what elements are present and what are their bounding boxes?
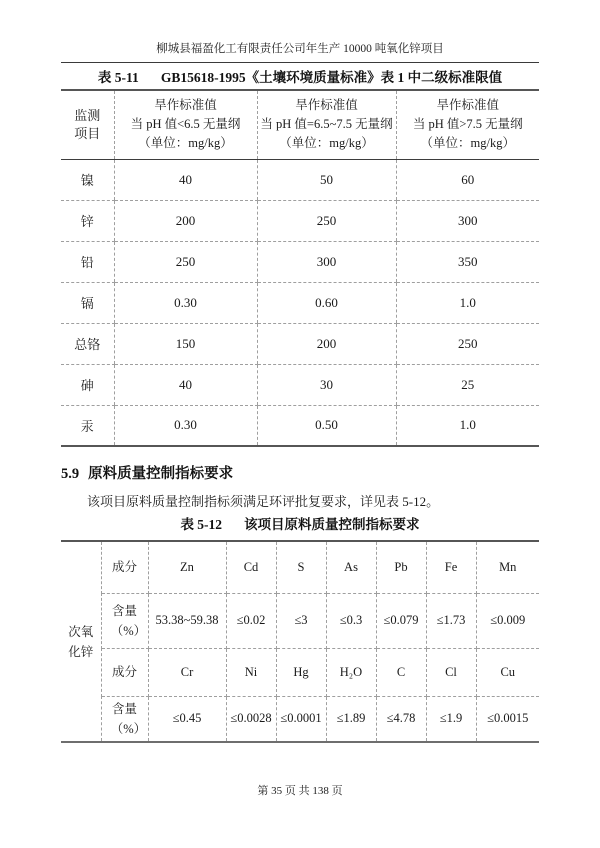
page-header-title: 柳城县福盈化工有限责任公司年生产 10000 吨氧化锌项目: [156, 43, 444, 55]
table-cell: Ni: [226, 648, 276, 696]
table-5-12: [61, 540, 539, 743]
table-row-chromium: [61, 323, 539, 364]
table-cell: 250: [396, 323, 539, 364]
row-label: 铅: [61, 241, 114, 282]
table-cell: Zn: [148, 541, 226, 593]
table-cell: 0.50: [257, 405, 396, 446]
page-number: 第 35 页 共 138 页: [257, 785, 343, 797]
table-5-12-caption: [61, 514, 539, 536]
row-label: 锌: [61, 200, 114, 241]
table-row-components-2: [61, 648, 539, 696]
table-5-11-caption-label: 表 5-11: [97, 70, 139, 85]
table-row-arsenic: [61, 364, 539, 405]
table-row-content-2: [61, 696, 539, 742]
section-heading: [61, 462, 233, 483]
table-cell: ≤0.009: [476, 593, 539, 648]
table-cell: 50: [257, 159, 396, 200]
table-cell: Hg: [276, 648, 326, 696]
table-cell: ≤0.0001: [276, 696, 326, 742]
table-cell: Mn: [476, 541, 539, 593]
table-cell: 1.0: [396, 282, 539, 323]
table-cell: ≤4.78: [376, 696, 426, 742]
table-cell: 0.30: [114, 405, 257, 446]
table-cell: 0.30: [114, 282, 257, 323]
table-cell: ≤0.0015: [476, 696, 539, 742]
table-cell: ≤1.89: [326, 696, 376, 742]
row-label: 成分: [101, 541, 148, 593]
table-row-nickel: [61, 159, 539, 200]
row-label: 镍: [61, 159, 114, 200]
table-cell: 250: [114, 241, 257, 282]
table-cell: C: [376, 648, 426, 696]
table-cell: 350: [396, 241, 539, 282]
table-cell: 40: [114, 159, 257, 200]
table-row-components-1: [61, 541, 539, 593]
table-cell: 300: [396, 200, 539, 241]
row-label: 含量（%）: [101, 593, 148, 648]
table-5-11: [61, 89, 539, 447]
table-cell: ≤3: [276, 593, 326, 648]
table-cell: 150: [114, 323, 257, 364]
table-cell: ≤0.45: [148, 696, 226, 742]
table-cell: Cl: [426, 648, 476, 696]
table-cell: Pb: [376, 541, 426, 593]
table-cell: 30: [257, 364, 396, 405]
table-cell: 200: [257, 323, 396, 364]
table-cell: 40: [114, 364, 257, 405]
row-label: 汞: [80, 418, 94, 434]
table-cell: 53.38~59.38: [148, 593, 226, 648]
table-5-11-header-row: [61, 90, 539, 159]
table-cell: ≤0.3: [326, 593, 376, 648]
table-cell: S: [276, 541, 326, 593]
table-row-mercury: [61, 405, 539, 446]
table-5-11-caption: [61, 67, 539, 89]
table-cell: Cd: [226, 541, 276, 593]
page-header: [61, 38, 539, 63]
table-cell: Fe: [426, 541, 476, 593]
table-cell: 200: [114, 200, 257, 241]
table-cell: Cr: [148, 648, 226, 696]
column-header-item: 监测项目: [61, 90, 114, 159]
table-cell: ≤0.0028: [226, 696, 276, 742]
table-row-lead: [61, 241, 539, 282]
table-cell: ≤0.02: [226, 593, 276, 648]
table-cell: ≤0.079: [376, 593, 426, 648]
table-cell: Cu: [476, 648, 539, 696]
table-5-11-caption-title: GB15618-1995《土壤环境质量标准》表 1 中二级标准限值: [160, 70, 503, 85]
row-label: 成分: [101, 648, 148, 696]
table-cell: ≤1.9: [426, 696, 476, 742]
group-label-secondary-zinc-oxide: 次氧化锌: [61, 541, 101, 742]
table-cell: 60: [396, 159, 539, 200]
table-cell: 1.0: [396, 405, 539, 446]
table-row-cadmium: [61, 282, 539, 323]
table-cell: 0.60: [257, 282, 396, 323]
column-header-ph-mid: 旱作标准值 当 pH 值=6.5~7.5 无量纲 （单位：mg/kg）: [257, 90, 396, 159]
table-cell: 25: [396, 364, 539, 405]
section-paragraph: 该项目原料质量控制指标须满足环评批复要求，详见表 5-12。: [87, 494, 440, 509]
table-5-12-caption-title: 该项目原料质量控制指标要求: [244, 517, 420, 532]
row-label: 含量（%）: [101, 696, 148, 742]
table-cell: 250: [257, 200, 396, 241]
table-row-zinc: [61, 200, 539, 241]
column-header-ph-high: 旱作标准值 当 pH 值>7.5 无量纲 （单位：mg/kg）: [396, 90, 539, 159]
section-number: 5.9: [61, 466, 80, 482]
table-cell: 300: [257, 241, 396, 282]
row-label: 镉: [61, 282, 114, 323]
column-header-ph-low: 旱作标准值 当 pH 值<6.5 无量纲 （单位：mg/kg）: [114, 90, 257, 159]
section-title: 原料质量控制指标要求: [88, 466, 234, 482]
row-label: 砷: [61, 364, 114, 405]
table-cell: ≤1.73: [426, 593, 476, 648]
table-cell: H₂O: [326, 648, 376, 696]
row-label: 总铬: [61, 323, 114, 364]
table-row-content-1: [61, 593, 539, 648]
table-5-12-caption-label: 表 5-12: [180, 517, 223, 532]
table-cell: As: [326, 541, 376, 593]
